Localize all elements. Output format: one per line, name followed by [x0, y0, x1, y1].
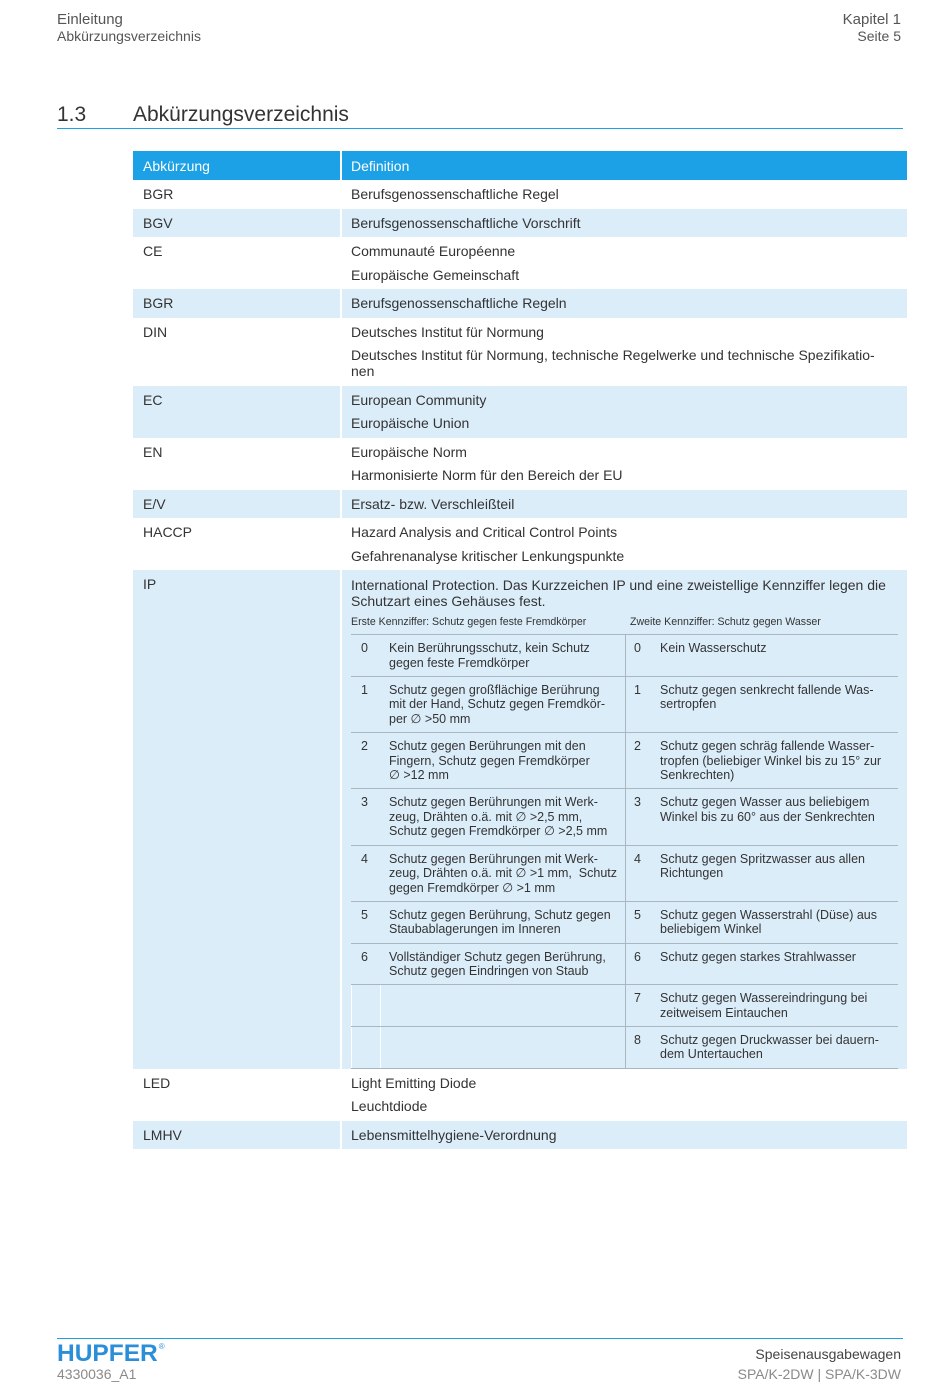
first-digit-description: Schutz gegen Berührungen mit Werk- zeug, Drähten o.ä. mit ∅ >2,5 mm, Schutz gegen Fremdkörper ∅ >2,5 mm [389, 795, 608, 839]
section-number: 1.3 [57, 103, 87, 126]
abbreviation-cell: E/V [133, 490, 340, 519]
definition-cell [342, 570, 907, 1069]
definition-cell [342, 289, 907, 318]
definition-text: Lebensmittelhygiene-Verordnung [351, 1126, 557, 1143]
abbreviation-cell: BGV [133, 209, 340, 238]
second-digit-cell [626, 789, 898, 844]
definition-cell [342, 386, 907, 438]
first-digit-description: Kein Berührungsschutz, kein Schutz gegen feste Fremdkörper [389, 641, 590, 670]
first-digit-cell [351, 789, 626, 844]
second-digit-description: Schutz gegen Druckwasser bei dauern- dem Untertauchen [660, 1032, 879, 1062]
definition-text: Berufsgenossenschaftliche Regel [351, 186, 559, 202]
second-digit-number: 2 [634, 738, 641, 753]
abbreviation-table [133, 151, 907, 1149]
table-row [133, 1069, 907, 1121]
header-page-number: Seite 5 [857, 28, 901, 44]
definition-text: Communauté Européenne [351, 243, 516, 259]
table-row [133, 318, 907, 386]
first-digit-description: Schutz gegen Berührungen mit den Fingern, Schutz gegen Fremdkörper ∅ >12 mm [389, 738, 590, 783]
header-chapter-number: Kapitel 1 [842, 11, 901, 28]
product-name: Speisenausgabewagen [755, 1346, 901, 1362]
table-row [133, 438, 907, 490]
definition-cell [342, 180, 907, 209]
table-row [133, 490, 907, 519]
section-divider [57, 128, 903, 129]
definition-text: Europäische Gemeinschaft [351, 266, 520, 283]
second-digit-description: Schutz gegen senkrecht fallende Was- sertropfen [660, 682, 874, 712]
second-digit-number: 8 [634, 1032, 641, 1047]
definition-text: Harmonisierte Norm für den Bereich der EU [351, 467, 623, 483]
definition-text: Ersatz- bzw. Verschleißteil [351, 495, 515, 512]
definition-cell [342, 209, 907, 238]
definition-text: International Protection. Das Kurzzeichen IP und eine zweistellige Kennziffer legen die Schutzart eines Gehäuses fest. [351, 577, 886, 609]
definition-cell [342, 237, 907, 289]
first-digit-cell [351, 944, 626, 985]
first-digit-description: Schutz gegen Berührung, Schutz gegen Staubablagerungen im Inneren [389, 907, 611, 937]
first-digit-number: 2 [361, 738, 368, 753]
table-row [133, 518, 907, 570]
definition-text: Berufsgenossenschaftliche Vorschrift [351, 214, 581, 231]
first-digit-cell-empty [351, 985, 626, 1026]
second-digit-cell [626, 846, 898, 901]
table-row [133, 1121, 907, 1150]
table-row [133, 289, 907, 318]
header-chapter-title: Einleitung [57, 11, 123, 28]
second-digit-description: Schutz gegen Wasser aus beliebigem Winkel bis zu 60° aus der Senkrechten [660, 795, 875, 824]
abbreviation-cell: LMHV [133, 1121, 340, 1150]
definition-cell [342, 490, 907, 519]
column-header-definition: Definition [342, 151, 907, 180]
second-digit-cell [626, 902, 898, 943]
definition-cell [342, 1069, 907, 1121]
definition-cell [342, 518, 907, 570]
abbreviation-cell: EN [143, 443, 163, 460]
table-row [133, 180, 907, 209]
second-digit-number: 4 [634, 851, 641, 866]
document-number: 4330036_A1 [57, 1366, 137, 1382]
ip-code-table [351, 609, 898, 1069]
second-digit-number: 3 [634, 795, 641, 810]
ip-code-row [351, 985, 898, 1027]
first-digit-cell [351, 677, 626, 732]
logo-wordmark: HUPFER [57, 1340, 158, 1367]
first-digit-description-empty [380, 1027, 625, 1068]
second-digit-description: Schutz gegen Spritzwasser aus allen Richtungen [660, 851, 865, 881]
second-digit-description: Kein Wasserschutz [660, 641, 767, 655]
abbreviation-cell: BGR [133, 289, 340, 318]
definition-cell [342, 318, 907, 386]
definition-text: Deutsches Institut für Normung, technische Regelwerke und technische Spezifikatio- nen [351, 347, 875, 379]
second-digit-cell [626, 985, 898, 1026]
second-digit-description: Schutz gegen schräg fallende Wasser- tropfen (beliebiger Winkel bis zu 15° zur Senkrechten) [660, 738, 882, 783]
abbreviation-cell: DIN [143, 323, 168, 340]
ip-code-row [351, 733, 898, 789]
abbreviation-cell: EC [133, 386, 340, 438]
ip-code-row [351, 1027, 898, 1069]
first-digit-description: Vollständiger Schutz gegen Berührung, Schutz gegen Eindringen von Staub [389, 949, 606, 979]
first-digit-cell [351, 846, 626, 901]
footer-divider [57, 1338, 903, 1339]
column-header-abbreviation: Abkürzung [133, 151, 340, 180]
first-digit-description: Schutz gegen großflächige Berührung mit der Hand, Schutz gegen Fremdkör- per ∅ >50 mm [389, 682, 606, 726]
header-section-title: Abkürzungsverzeichnis [57, 28, 201, 44]
ip-code-row [351, 677, 898, 733]
definition-cell [342, 438, 907, 490]
definition-text: Europäische Norm [351, 443, 467, 460]
second-digit-cell [626, 635, 898, 676]
registered-mark: ® [158, 1342, 165, 1351]
ip-code-table-header [351, 609, 898, 635]
second-digit-cell [626, 733, 898, 788]
definition-text: Europäische Union [351, 415, 470, 431]
first-digit-cell [351, 902, 626, 943]
second-digit-description: Schutz gegen Wassereindringung bei zeitweisem Eintauchen [660, 991, 868, 1020]
abbreviation-cell: HACCP [143, 524, 193, 540]
first-digit-number: 1 [361, 682, 368, 697]
first-digit-cell-empty [351, 1027, 626, 1068]
definition-text: Light Emitting Diode [351, 1074, 477, 1091]
second-digit-description: Schutz gegen starkes Strahlwasser [660, 949, 856, 964]
table-row [133, 237, 907, 289]
abbreviation-cell: IP [133, 570, 340, 1069]
abbreviation-cell: BGR [143, 186, 174, 202]
first-digit-number: 4 [361, 851, 368, 866]
ip-code-row [351, 944, 898, 986]
table-row-ip [133, 570, 907, 1069]
table-row [133, 386, 907, 438]
first-digit-cell [351, 635, 626, 676]
second-digit-number: 0 [634, 641, 641, 655]
ip-code-row [351, 635, 898, 677]
ip-code-row [351, 846, 898, 902]
second-digit-number: 1 [634, 682, 641, 697]
abbreviation-cell: LED [143, 1074, 171, 1091]
ip-code-row [351, 902, 898, 944]
definition-text: Hazard Analysis and Critical Control Points [351, 524, 618, 540]
first-digit-description: Schutz gegen Berührungen mit Werk- zeug, Drähten o.ä. mit ∅ >1 mm, Schutz gegen Fremdkörper ∅ >1 mm [389, 851, 617, 895]
second-digit-description: Schutz gegen Wasserstrahl (Düse) aus beliebigem Winkel [660, 907, 877, 937]
second-digit-number: 6 [634, 949, 641, 964]
table-header-row [133, 151, 907, 180]
second-digit-number: 7 [634, 991, 641, 1006]
definition-text: Deutsches Institut für Normung [351, 323, 544, 340]
first-digit-number: 5 [361, 907, 368, 922]
first-digit-number: 0 [361, 641, 368, 655]
first-digit-cell [351, 733, 626, 788]
first-digit-number: 3 [361, 795, 368, 810]
second-digit-cell [626, 944, 898, 985]
definition-text: Berufsgenossenschaftliche Regeln [351, 295, 567, 311]
first-digit-number-empty [351, 1027, 380, 1068]
second-digit-cell [626, 677, 898, 732]
ip-code-row [351, 789, 898, 845]
first-digit-description-empty [380, 985, 625, 1026]
first-digit-heading: Erste Kennziffer: Schutz gegen feste Fremdkörper [351, 616, 587, 628]
hupfer-logo [57, 1342, 165, 1367]
product-models: SPA/K-2DW | SPA/K-3DW [737, 1366, 901, 1382]
second-digit-cell [626, 1027, 898, 1068]
first-digit-number: 6 [361, 949, 368, 964]
abbreviation-cell: CE [143, 243, 163, 259]
first-digit-number-empty [351, 985, 380, 1026]
definition-cell [342, 1121, 907, 1150]
second-digit-heading: Zweite Kennziffer: Schutz gegen Wasser [630, 616, 821, 628]
table-row [133, 209, 907, 238]
definition-text: Leuchtdiode [351, 1098, 428, 1115]
section-title: Abkürzungsverzeichnis [133, 103, 349, 126]
definition-text: European Community [351, 391, 487, 408]
definition-text: Gefahrenanalyse kritischer Lenkungspunkte [351, 547, 625, 564]
second-digit-number: 5 [634, 907, 641, 922]
